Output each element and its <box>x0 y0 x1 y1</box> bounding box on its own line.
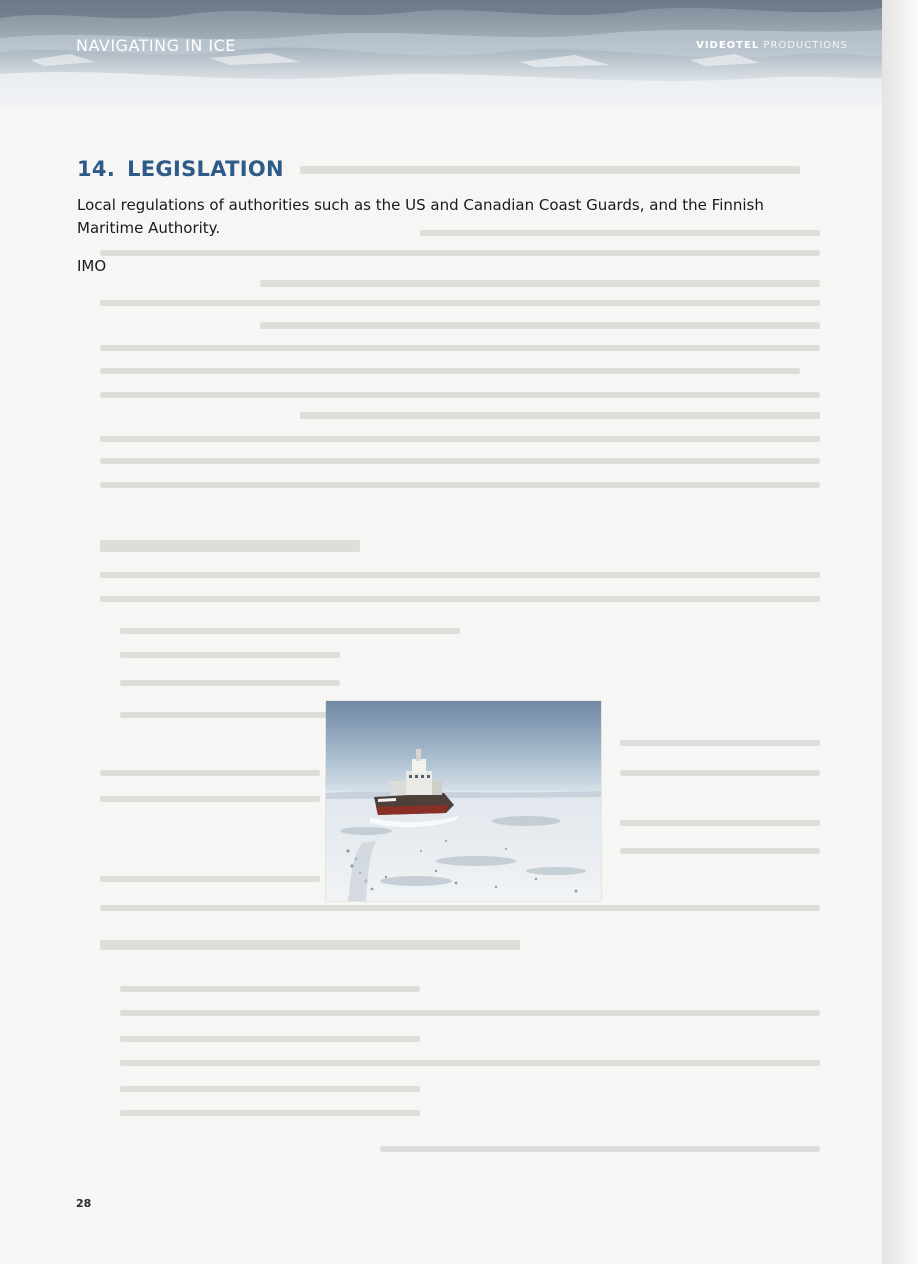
body-paragraph-regulations: Local regulations of authorities such as the US and Canadian Coast Guards, and the Finnish Maritime Authority. <box>77 196 764 237</box>
publisher-brand-bold: VIDEOTEL <box>696 40 760 51</box>
icebreaker-photo <box>326 701 601 901</box>
section-number: 14. <box>77 157 116 181</box>
publisher-brand-rest: PRODUCTIONS <box>759 40 848 51</box>
section-title: LEGISLATION <box>127 157 284 181</box>
book-gutter-edge <box>882 0 918 1264</box>
running-header-title: NAVIGATING IN ICE <box>76 36 236 55</box>
icebreaker-ship-photo <box>326 701 601 901</box>
page-number: 28 <box>76 1197 92 1210</box>
header-banner <box>0 0 882 108</box>
body-paragraph-imo: IMO <box>77 257 107 275</box>
publisher-brand <box>696 40 848 51</box>
section-heading <box>77 157 284 181</box>
